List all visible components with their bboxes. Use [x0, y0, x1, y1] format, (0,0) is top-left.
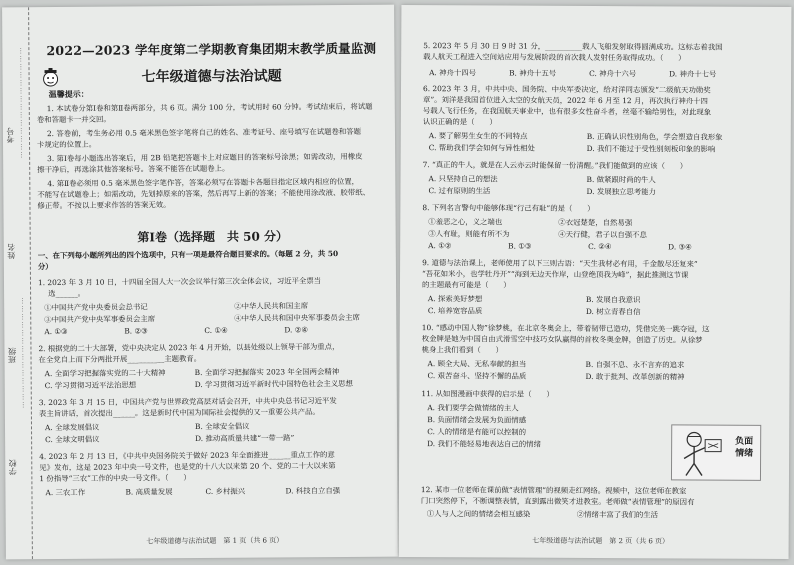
question-6-options: C. 帮助我们学会如何与异性相处 D. 我们不能过于受性别刻板印象的影响 [428, 143, 716, 154]
tip-line: 3. 第Ⅰ卷每小题选出答案后，用 2B 铅笔把答题卡上对应题目的答案标号涂黑；如需改动，用橡皮 [47, 151, 363, 164]
class-label: 班级 [7, 347, 17, 364]
exam-no-label: 考号 [5, 127, 16, 144]
question-6-stem: 认识正确的是（ ） [422, 117, 497, 127]
tip-line: 4. 第Ⅱ卷必须用 0.5 毫米黑色签字笔作答，答案必须写在答题卡各题目指定区域内相应的位置， [47, 176, 360, 189]
question-12-stem: 12. 某市一位老师在课前做“表情管理”的视频走红网络。视频中，这位老师在教室 [420, 485, 687, 496]
question-11-cartoon [671, 424, 761, 480]
tips-label: 温馨提示： [48, 88, 89, 100]
question-9-stem: 的主题最有可能是（ ） [421, 280, 511, 290]
page-footer: 七年级道德与法治试题 第 2 页（共 6 页） [532, 536, 670, 546]
question-8-stem: 8. 下列名言警句中能够体现“行己有耻”的是（ ） [422, 203, 595, 213]
tip-line: 卷和答题卡一并交回。 [36, 114, 111, 125]
question-1-stem: 1. 2023 年 3 月 10 日，十四届全国人大一次会议举行第三次全体会议，习近平全票当 [37, 276, 322, 288]
section-instruction: 一、在下列每小题所列出的四个选项中，只有一项是最符合题目要求的。（每题 2 分，共 50 [37, 249, 339, 261]
question-8-options: A. ①② B. ①③ C. ②④ D. ③④ [428, 241, 692, 252]
exam-title: 2022—2023 学年度第二学期教育集团期末教学质量监测 [46, 40, 377, 59]
question-6-stem: 章”。刘洋是我国首位进入太空的女航天员，2022 年 6 月至 12 月，再次执行神舟十四 [422, 95, 708, 106]
question-1-items: ①中国共产党中央委员会总书记 ②中华人民共和国主席 [44, 301, 309, 313]
question-5-options: A. 神舟十四号 B. 神舟十五号 C. 神舟十六号 D. 神舟十七号 [429, 68, 717, 79]
question-7-options: C. 过有原则的生活 D. 发展独立思考能力 [428, 186, 656, 197]
question-12-items: ①人与人之间的情绪会相互感染 ②情绪丰富了我们的生活 [426, 509, 659, 520]
question-3-options: A. 全球发展倡议 B. 全球安全倡议 [44, 421, 250, 433]
question-4-options: A. 三农工作 B. 高质量发展 C. 乡村振兴 D. 科技自立自强 [45, 486, 341, 498]
tip-line: 卡规定的位置上。 [37, 139, 97, 150]
question-11-stem: 11. 从如图漫画中获得的启示是（ ） [421, 389, 554, 399]
name-label: 姓名 [6, 243, 16, 260]
question-11-option: D. 我们不能轻易地表达自己的情绪 [427, 439, 542, 449]
seal-line: …………………………………… [18, 47, 28, 160]
question-12-stem: 门口突然停下，不断调整表情，直到露出微笑才进教室。老师做“表情管理”的原因有 [420, 496, 695, 507]
question-10-stem: 桃身上我们看到（ ） [421, 345, 503, 355]
question-7-options: A. 只坚持自己的想法 B. 做紧跟时尚的牛人 [428, 174, 656, 185]
question-9-options: C. 培养宽容品质 D. 树立青春自信 [427, 306, 641, 317]
tip-line: 不能写在试题卷上；如需改动，先划掉原来的答案，然后再写上新的答案；不能使用涂改液、胶带纸、 [37, 187, 371, 200]
question-10-stem: 枚金牌是她为中国自由式滑雪空中技巧女队赢得的首枚冬奥金牌，创造了历史。从徐梦 [421, 334, 703, 345]
question-1-stem: 选______。 [48, 288, 86, 299]
question-5-stem: 载人航天工程进入空间站应用与发展阶段的首次载人发射任务取得成功。（ ） [423, 52, 686, 63]
question-4-stem: 1 份指导“三农”工作的中央一号文件。（ ） [39, 473, 191, 484]
question-7-stem: 7. “真正的牛人，就是在人云亦云时能保留一份清醒。”我们能做到的应该（ ） [422, 160, 688, 171]
section-instruction: 分） [37, 262, 53, 272]
question-4-stem: 4. 2023 年 2 月 13 日，《中共中央国务院关于做好 2023 年全面推进______重点工作的意 [39, 450, 335, 462]
question-11-option: B. 负面情绪会发展为负面情感 [427, 415, 527, 425]
question-11-option: C. 人的情绪是有能可以控制的 [427, 427, 527, 437]
question-8-items: ①羞恶之心，义之端也 ②衣冠楚楚，自然易强 [428, 217, 633, 228]
question-10-options: C. 艰苦奋斗、坚持不懈的品质 D. 敢于批判、改革创新的精神 [427, 371, 685, 382]
page-footer: 七年级道德与法治试题 第 1 页（共 6 页） [146, 536, 284, 546]
question-2-stem: 在全党自上而下分两批开展__________主题教育。 [38, 353, 202, 365]
question-6-options: A. 要了解男生女生的不同特点 B. 正确认识性别角色，学会塑造自我形象 [428, 131, 723, 142]
school-label: 学校 [8, 459, 18, 476]
seal-line: …………………………………… [20, 297, 29, 410]
question-6-stem: 号载人飞行任务，在我国航天事业中，也有很多女性奋斗者，丝毫不输给男性，对此现象 [422, 106, 712, 117]
exam-subtitle: 七年级道德与法治试题 [141, 68, 282, 86]
question-3-options: C. 全球文明倡议 D. 推动高质量共建“一带一路” [45, 433, 295, 445]
tip-line: 1. 本试卷分第Ⅰ卷和第Ⅱ卷两部分，共 6 页。满分 100 分，考试用时 60 分钟。考试结束后，将试题 [46, 101, 373, 114]
question-10-stem: 10. “感动中国人物”徐梦桃，在北京冬奥会上，带着韧带已造功，凭借完美一跳夺冠，这 [421, 323, 710, 334]
question-3-stem: 3. 2023 年 3 月 15 日，中国共产党与世界政党高层对话会召开，中共中央总书记习近平发 [38, 396, 337, 408]
question-2-options: C. 学习贯彻习近平法治思想 D. 学习贯彻习近平新时代中国特色社会主义思想 [44, 378, 353, 391]
question-2-stem: 2. 根据党的二十大部署，党中央决定从 2023 年 4 月开始，以县处级以上领导干部为重点， [38, 342, 340, 354]
cartoon-figure-icon [672, 425, 732, 479]
question-4-stem: 见》发布，这是 2023 年中央一号文件，也是党的十八大以来第 20 个、党的二十大以来第 [39, 461, 336, 473]
question-8-items: ③人有耻，则能有所不为 ④天行健，君子以自强不息 [428, 229, 647, 240]
question-10-options: A. 顾全大局、无私奉献的担当 B. 自强不息、永不言弃的追求 [427, 359, 685, 370]
exam-page-2 [399, 5, 792, 559]
tip-line: 修正带。不按以上要求作答的答案无效。 [37, 200, 171, 211]
binding-strip [2, 7, 33, 559]
question-3-stem: 表主旨讲话，首次提出______。这是新时代中国为国际社会提供的又一重要公共产品。 [38, 407, 320, 419]
tip-line: 2. 答卷前，考生务必用 0.5 毫米黑色签字笔将自己的姓名、准考证号、座号填写在试题卷和答题 [46, 126, 362, 139]
question-6-stem: 6. 2023 年 3 月，中共中央、国务院、中央军委决定，给对洋同志颁发“二级航天功勋奖 [422, 84, 711, 95]
tip-line: 擦干净后，再选涂其他答案标号。答案不能答在试题卷上。 [37, 163, 230, 175]
question-11-option: A. 我们要学会做情绪的主人 [427, 403, 519, 413]
question-9-options: A. 探索美好梦想 B. 发展自我意识 [427, 294, 641, 305]
question-9-stem: “吾花如米小，也学牡丹开”“海到无边天作岸，山登绝顶我为峰”，据此推测这节课 [422, 269, 689, 280]
question-1-items: ③中国共产党中央军事委员会主席 ④中华人民共和国中央军事委员会主席 [44, 312, 360, 325]
question-9-stem: 9. 道德与法治课上，老师使用了以下三则古语：“天生我材必有用，千金散尽还复来” [422, 258, 698, 269]
cartoon-caption: 负面情绪 [735, 436, 754, 459]
section-title: 第Ⅰ卷（选择题 共 50 分） [137, 229, 289, 245]
question-5-stem: 5. 2023 年 5 月 30 日 9 时 31 分，__________载人飞船发射取得圆满成功。这标志着我国 [423, 41, 723, 52]
question-2-options: A. 全面学习把握落实党的二十大精神 B. 全面学习把握落实 2023 年全国两会精神 [44, 367, 340, 379]
question-1-options: A. ①③ B. ②③ C. ①④ D. ②④ [44, 325, 308, 337]
exam-page-1 [2, 5, 398, 560]
